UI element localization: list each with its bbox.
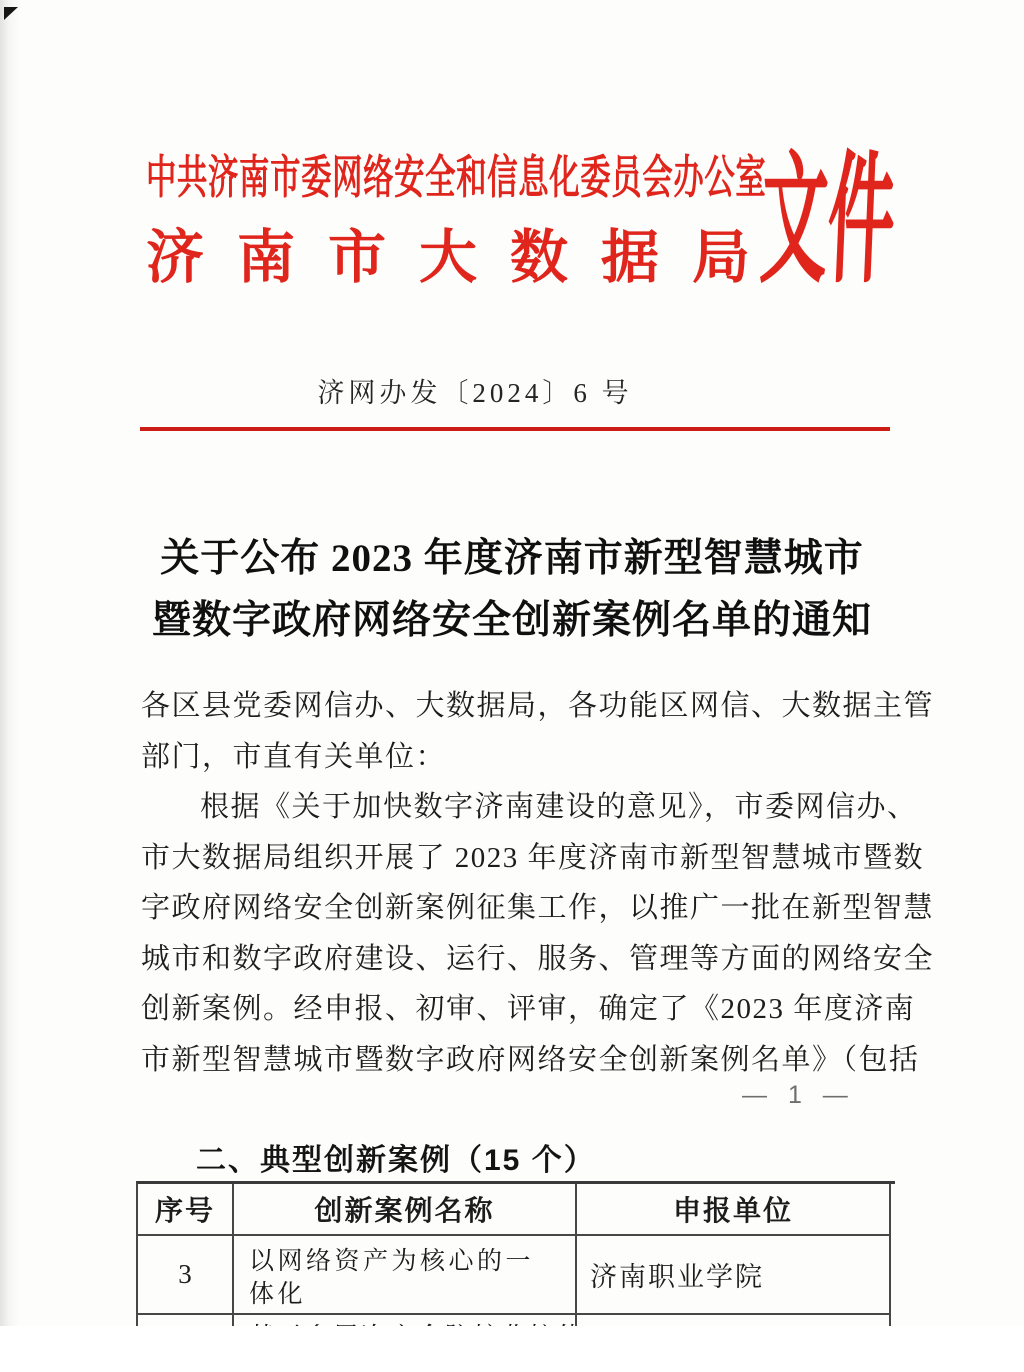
- table-header-serial: 序号: [138, 1184, 234, 1236]
- body-line: 部门，市直有关单位：: [141, 740, 447, 773]
- document-title-line1: 关于公布 2023 年度济南市新型智慧城市: [160, 537, 864, 580]
- letterhead-org-line2: 济南市大数据局: [146, 225, 784, 290]
- body-line: 字政府网络安全创新案例征集工作，以推广一批在新型智慧: [141, 892, 935, 924]
- table-row-unit: 济南职业学院: [577, 1236, 891, 1315]
- body-line: 城市和数字政府建设、运行、服务、管理等方面的网络安全: [141, 942, 935, 975]
- document-number: 济网办发〔2024〕6 号: [317, 378, 633, 408]
- document-title-line2: 暨数字政府网络安全创新案例名单的通知: [151, 599, 872, 642]
- section-heading: 二、典型创新案例（15 个）: [196, 1144, 596, 1177]
- page-number: — 1 —: [742, 1081, 855, 1109]
- body-line: 各区县党委网信办、大数据局，各功能区网信、大数据主管: [141, 690, 935, 722]
- body-line: 市大数据局组织开展了 2023 年度济南市新型智慧城市暨数: [141, 841, 925, 874]
- body-line: 根据《关于加快数字济南建设的意见》，市委网信办、: [200, 791, 918, 823]
- body-paragraphs: [141, 681, 935, 1085]
- table-header-case-name: 创新案例名称: [234, 1184, 577, 1236]
- scan-edge-shadow: [0, 0, 20, 1326]
- scan-bottom-cutoff: [0, 1326, 1024, 1372]
- letterhead-wenjian-label: 文件: [757, 142, 898, 300]
- red-divider-rule: [140, 427, 890, 431]
- table-row-serial: 3: [138, 1236, 234, 1315]
- table-row-case-name: [234, 1236, 577, 1315]
- body-line: 市新型智慧城市暨数字政府网络安全创新案例名单》（包括: [141, 1043, 920, 1076]
- body-line: 创新案例。经申报、初审、评审，确定了《2023 年度济南: [141, 993, 916, 1025]
- document-title: [112, 528, 912, 652]
- table-header-unit: 申报单位: [577, 1184, 891, 1236]
- case-name-line1: 以网络资产为核心的一体化: [249, 1248, 535, 1308]
- letterhead-org-line1: 中共济南市委网络安全和信息化委员会办公室: [146, 152, 767, 203]
- scan-corner-artifact: [4, 7, 18, 20]
